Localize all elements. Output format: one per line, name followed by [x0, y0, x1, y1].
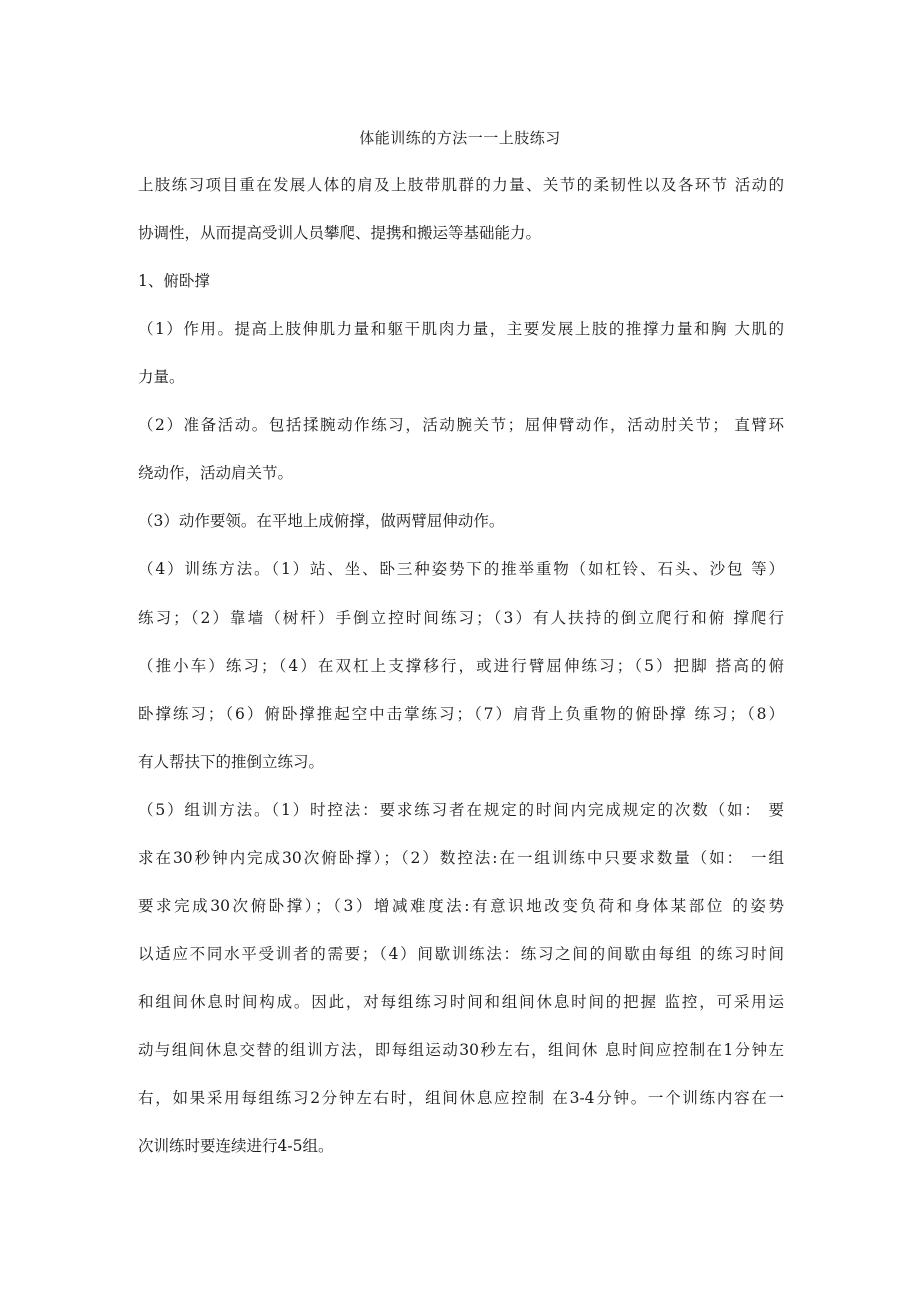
paragraph-line: 右，如果采用每组练习2分钟左右时，组间休息应控制 在3-4分钟。一个训练内容在一 [138, 1089, 784, 1107]
paragraph-line: 以适应不同水平受训者的需要；（4）间歇训练法：练习之间的间歇由每组 的练习时间 [138, 945, 784, 963]
paragraph-line: 绕动作，活动肩关节。 [138, 464, 294, 482]
paragraph-line: （5）组训方法。（1）时控法：要求练习者在规定的时间内完成规定的次数（如： 要 [138, 801, 784, 819]
paragraph-line: （1）作用。提高上肢伸肌力量和躯干肌肉力量，主要发展上肢的推撑力量和胸 大肌的 [138, 320, 784, 338]
paragraph-line: 次训练时要连续进行4-5组。 [138, 1137, 334, 1155]
paragraph-line: 练习；（2）靠墙（树杆）手倒立控时间练习；（3）有人扶持的倒立爬行和俯 撑爬行 [138, 609, 784, 627]
paragraph-line: 卧撑练习；（6）俯卧撑推起空中击掌练习；（7）肩背上负重物的俯卧撑 练习；（8） [138, 705, 784, 723]
paragraph-line: （2）准备活动。包括揉腕动作练习，活动腕关节；屈伸臂动作，活动肘关节； 直臂环 [138, 416, 784, 434]
paragraph-line: 要求完成30次俯卧撑）；（3）增减难度法:有意识地改变负荷和身体某部位 的姿势 [138, 897, 784, 915]
paragraph-line: （4）训练方法。（1）站、坐、卧三种姿势下的推举重物（如杠铃、石头、沙包 等） [138, 560, 784, 578]
paragraph-line: 求在30秒钟内完成30次俯卧撑）；（2）数控法:在一组训练中只要求数量（如： 一组 [138, 849, 784, 867]
paragraph-line: 力量。 [138, 368, 185, 386]
paragraph-line: （3）动作要领。在平地上成俯撑，做两臂屈伸动作。 [138, 512, 505, 530]
document-title: 体能训练的方法一一上肢练习 [359, 129, 561, 147]
section-heading: 1、俯卧撑 [138, 272, 210, 290]
paragraph-line: （推小车）练习；（4）在双杠上支撑移行，或进行臂屈伸练习；（5）把脚 搭高的俯 [138, 657, 784, 675]
paragraph-line: 协调性，从而提高受训人员攀爬、提携和搬运等基础能力。 [138, 224, 542, 242]
paragraph-line: 有人帮扶下的推倒立练习。 [138, 753, 325, 771]
paragraph-line: 动与组间休息交替的组训方法，即每组运动30秒左右，组间休 息时间应控制在1分钟左 [138, 1041, 784, 1059]
paragraph-line: 上肢练习项目重在发展人体的肩及上肢带肌群的力量、关节的柔韧性以及各环节 活动的 [138, 176, 784, 194]
paragraph-line: 和组间休息时间构成。因此，对每组练习时间和组间休息时间的把握 监控，可采用运 [138, 993, 784, 1011]
